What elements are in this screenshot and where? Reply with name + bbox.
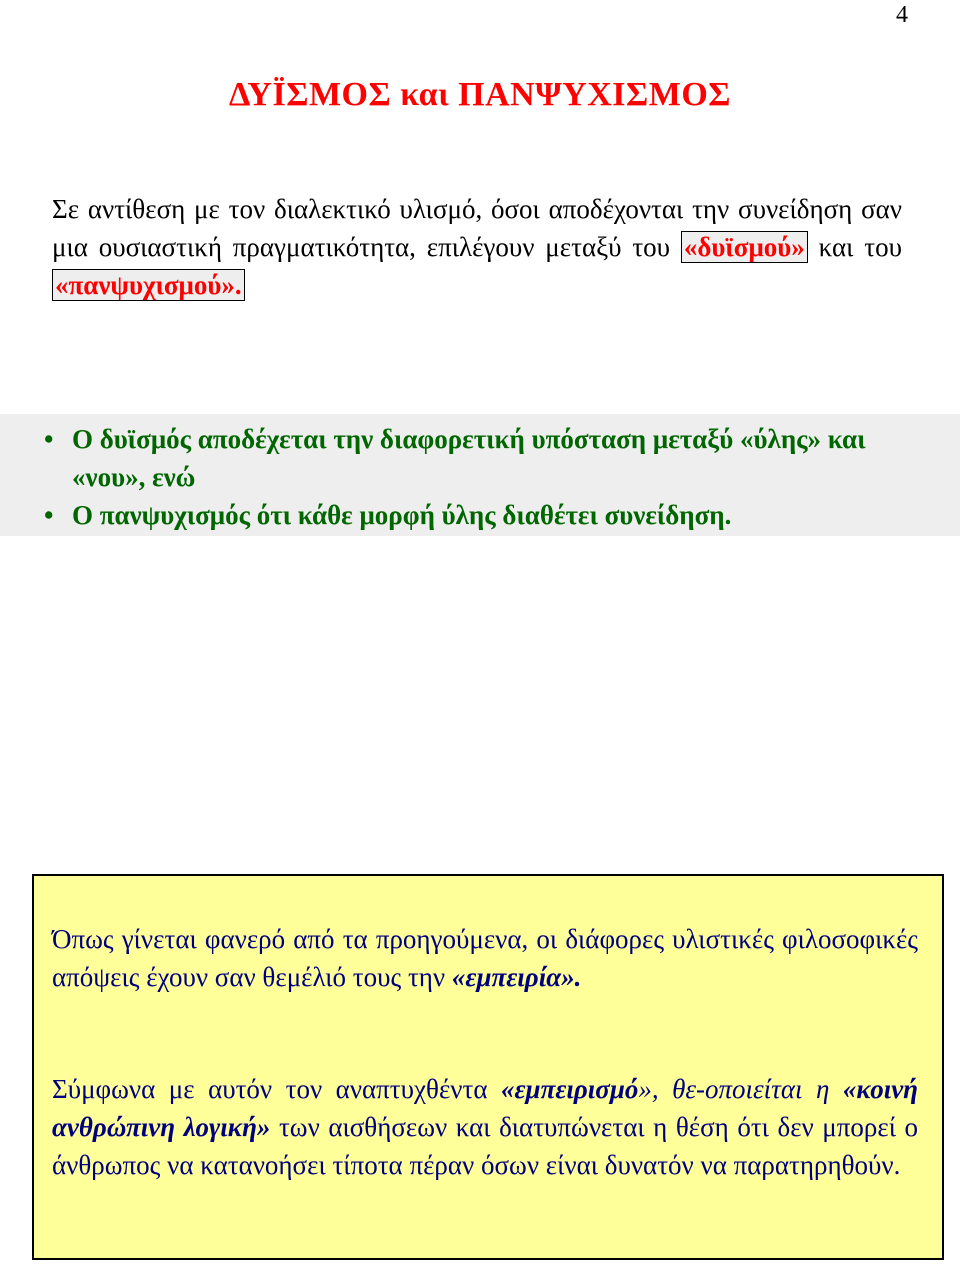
page-title: ΔΥΪΣΜΟΣ και ΠΑΝΨΥΧΙΣΜΟΣ	[228, 76, 732, 113]
bullet-list	[44, 420, 924, 534]
bullet-text: Ο δυϊσμός αποδέχεται την διαφορετική υπόσταση μεταξύ «ύλης» και «νου», ενώ	[72, 424, 866, 492]
term-dualism: «δυϊσμού»	[681, 231, 808, 263]
highlight-box	[32, 874, 944, 1260]
bullet-icon: •	[44, 424, 54, 454]
term-experience: «εμπειρία».	[451, 962, 582, 992]
intro-text-middle: και του	[807, 232, 902, 262]
bullet-text: Ο πανψυχισμός ότι κάθε μορφή ύλης διαθέτει συνείδηση.	[72, 500, 732, 530]
term-panpsychism: «πανψυχισμού».	[52, 269, 245, 301]
page-number: 4	[896, 2, 908, 28]
para2-italic: », θε-οποιείται η	[638, 1074, 843, 1104]
term-empiricism: «εμπειρισμό	[500, 1074, 639, 1104]
box-paragraph-experience	[52, 920, 918, 996]
para2-text2: των αισθήσεων και διατυπώνεται η θέση ότι δεν μπορεί ο άνθρωπος να κατανοήσει τίποτα πέραν όσων είναι δυνατόν να παρατηρηθούν.	[52, 1112, 918, 1180]
bullet-icon: •	[44, 500, 54, 530]
intro-text-before: Σε αντίθεση με τον διαλεκτικό υλισμό, όσοι αποδέχονται την συνείδηση σαν μια ουσιαστική πραγματικότητα, επιλέγουν μεταξύ του	[52, 194, 902, 262]
para1-text: Όπως γίνεται φανερό από τα προηγούμενα, οι διάφορες υλιστικές φιλοσοφικές απόψεις έχουν σαν θεμέλιό τους την	[52, 924, 918, 992]
bullet-item-dualism	[44, 420, 924, 496]
term-common-logic: «κοινή ανθρώπινη λογική»	[52, 1074, 918, 1142]
intro-paragraph	[52, 190, 902, 304]
para2-text1: Σύμφωνα με αυτόν τον αναπτυχθέντα	[52, 1074, 501, 1104]
box-paragraph-empiricism	[52, 1070, 918, 1184]
bullet-item-panpsychism	[44, 496, 924, 534]
